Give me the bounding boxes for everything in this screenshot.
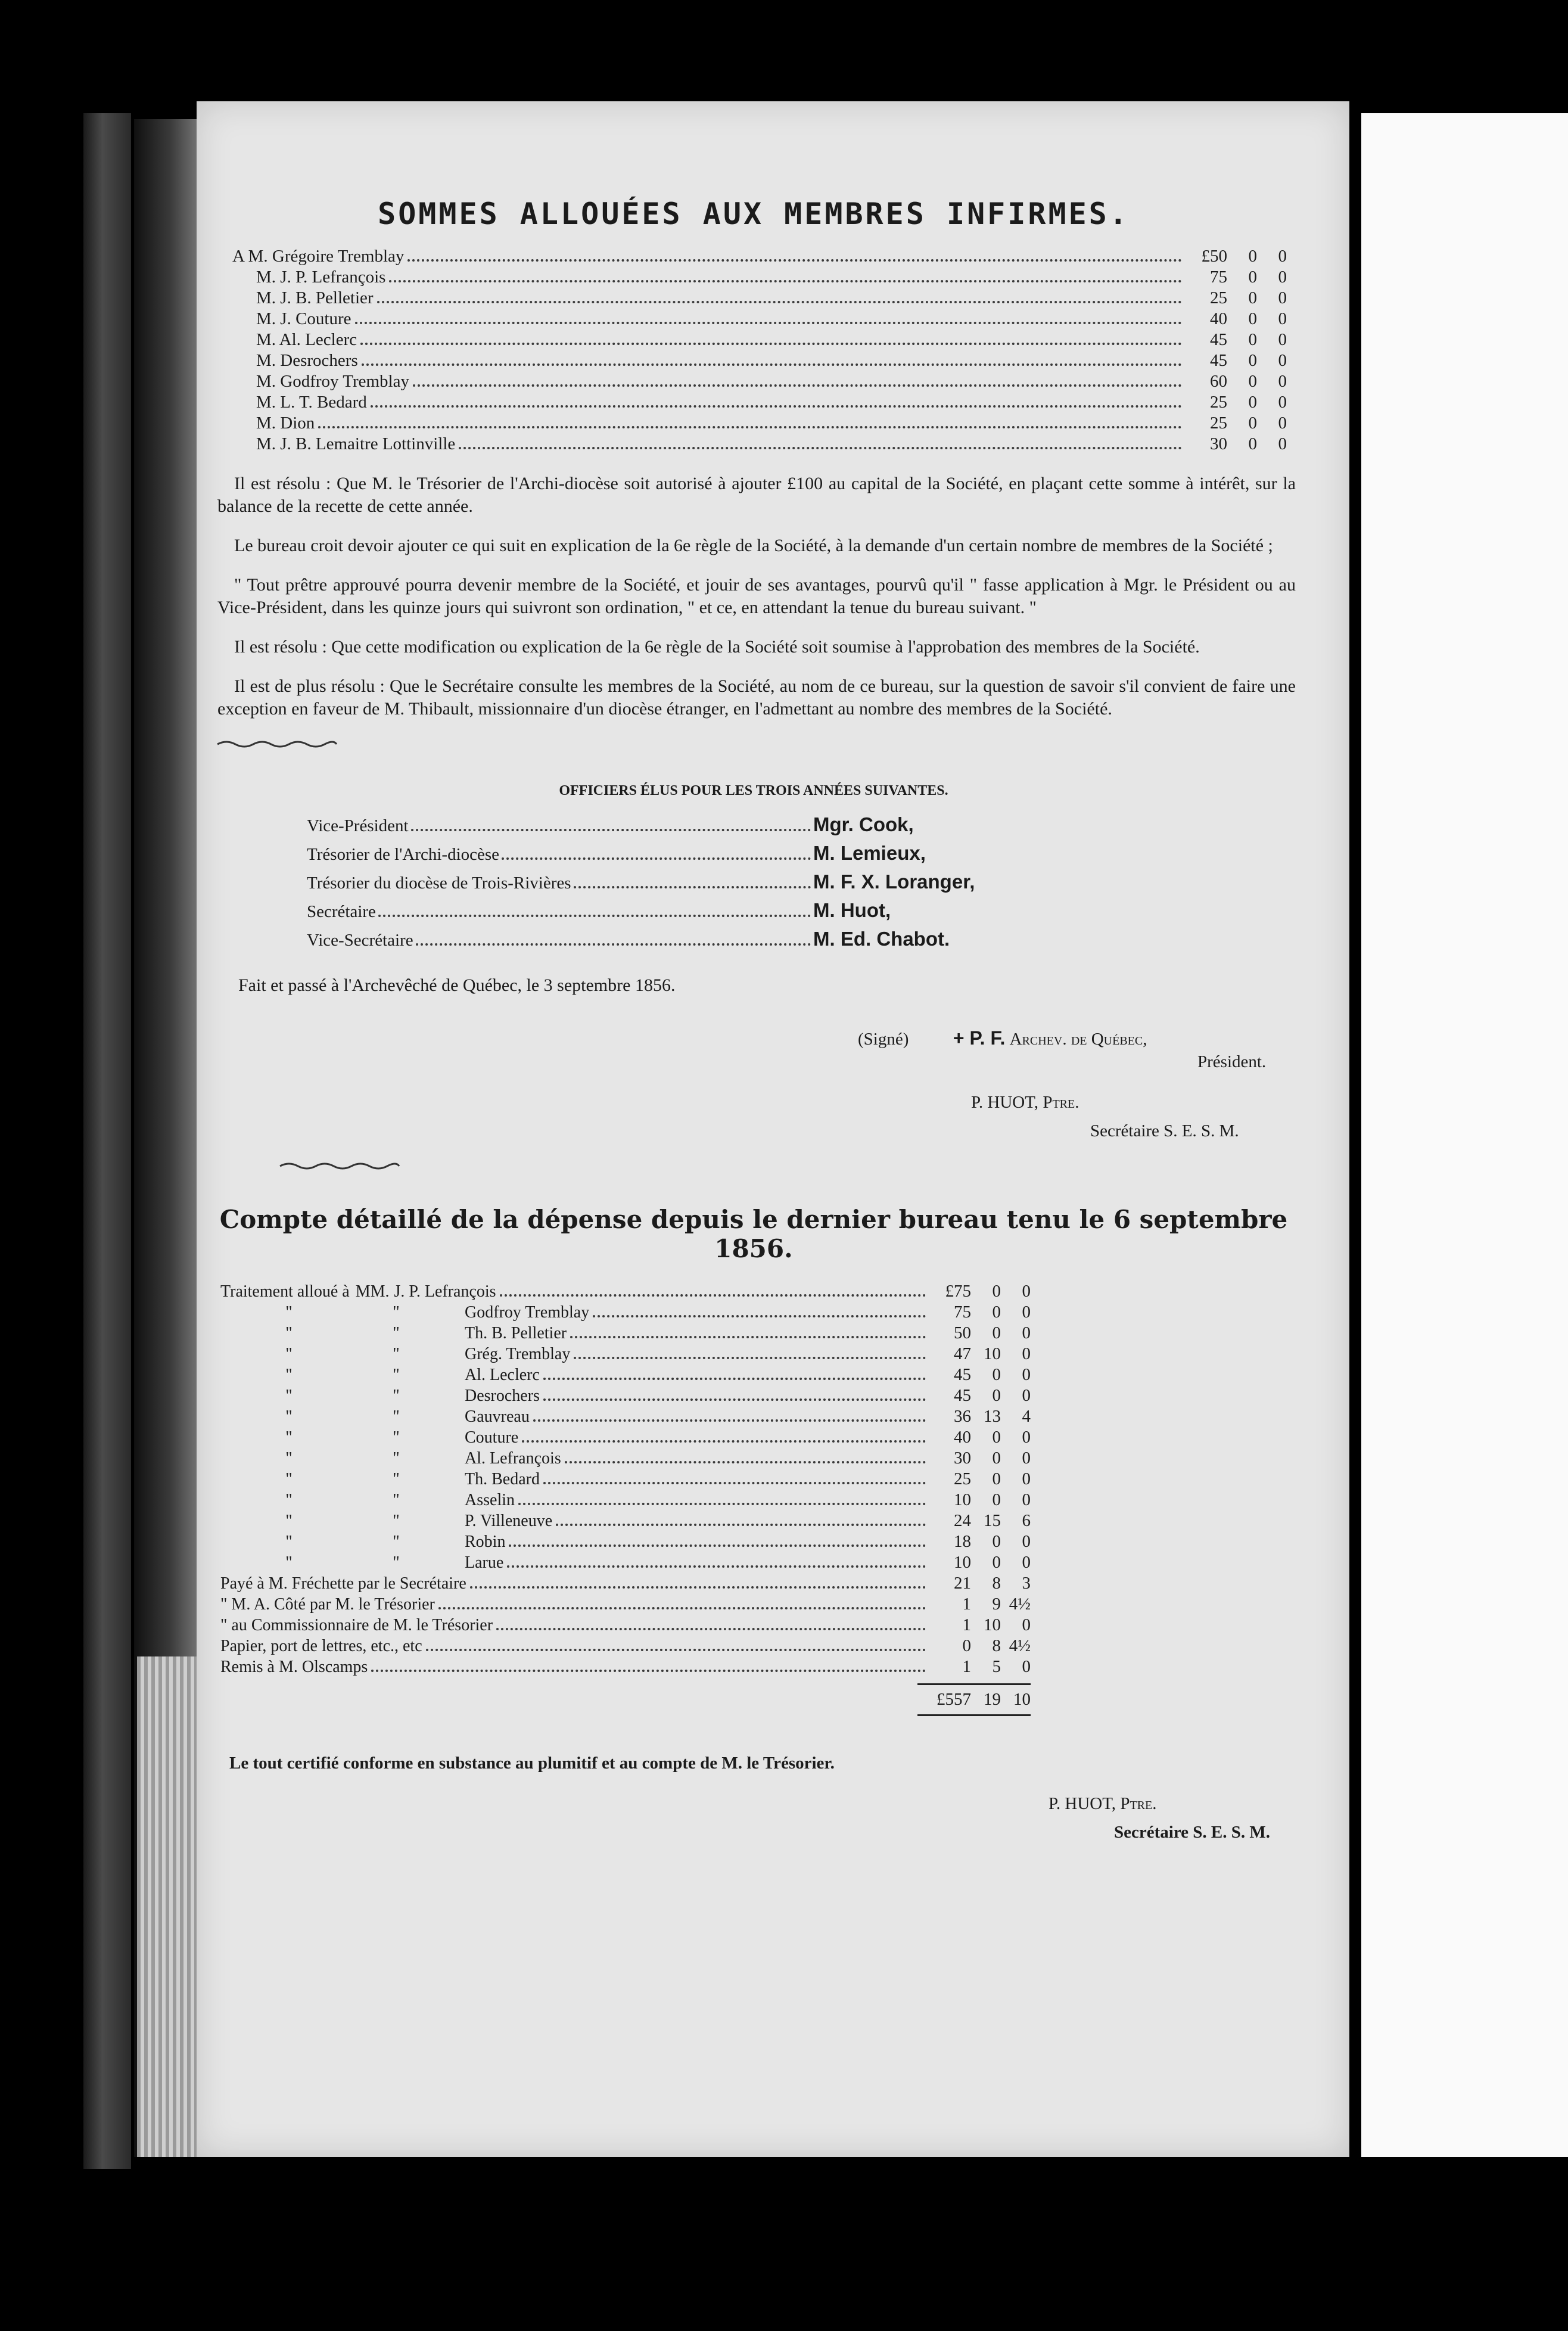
compte-table — [220, 1281, 1031, 1677]
resolutions — [214, 473, 1296, 720]
pence: 0 — [1022, 1448, 1031, 1468]
shillings: 5 — [992, 1656, 1001, 1676]
pounds: 60 — [1210, 372, 1227, 391]
amount — [929, 1281, 1031, 1301]
amount — [1186, 309, 1287, 329]
shillings: 0 — [1248, 372, 1257, 391]
compte-name: J. P. Lefrançois — [394, 1282, 496, 1301]
shillings: 0 — [992, 1365, 1001, 1384]
pounds: 24 — [954, 1511, 971, 1530]
shillings: 0 — [992, 1385, 1001, 1405]
huot-name: P. HUOT, — [971, 1092, 1039, 1112]
compte-row — [220, 1469, 1031, 1490]
shillings: 8 — [992, 1573, 1001, 1593]
amount — [1186, 330, 1287, 350]
compte-ditto-2: MM. — [355, 1282, 390, 1301]
leader-dots — [360, 343, 1182, 345]
compte-ditto-2: " — [393, 1449, 400, 1468]
sommes-name: M. J. B. Pelletier — [256, 288, 374, 307]
amount — [929, 1552, 1031, 1572]
adjacent-blank-page — [1361, 113, 1568, 2157]
ornament-divider — [214, 738, 340, 750]
compte-name: Desrochers — [465, 1386, 540, 1405]
officier-name: M. F. X. Loranger, — [813, 870, 975, 893]
compte-row — [220, 1427, 1031, 1448]
shillings: 0 — [1248, 393, 1257, 412]
pounds: 0 — [962, 1636, 971, 1655]
leader-dots — [593, 1315, 926, 1317]
compte-name: Th. Bedard — [465, 1469, 540, 1488]
pounds: 25 — [1210, 393, 1227, 412]
leader-dots — [355, 322, 1183, 324]
leader-dots — [413, 384, 1182, 387]
compte-name: Asselin — [465, 1490, 515, 1509]
compte-row — [220, 1636, 1031, 1656]
signature-block-1 — [214, 1027, 1293, 1142]
compte-name: Couture — [465, 1428, 519, 1447]
shillings: 10 — [984, 1344, 1001, 1363]
compte-ditto-1: " — [285, 1490, 293, 1509]
ornament-divider-2 — [214, 1160, 465, 1172]
officier-row — [307, 868, 1028, 897]
compte-name: Al. Leclerc — [465, 1365, 540, 1384]
shillings: 0 — [1248, 414, 1257, 433]
sommes-row — [256, 392, 1287, 413]
officier-role: Trésorier du diocèse de Trois-Rivières — [307, 873, 571, 893]
compte-ditto-1: " — [285, 1323, 293, 1342]
shillings: 13 — [984, 1406, 1001, 1426]
pounds: 25 — [1210, 414, 1227, 433]
sommes-row — [256, 309, 1287, 330]
compte-ditto-2: " — [393, 1553, 400, 1572]
compte-ditto-2: " — [393, 1303, 400, 1322]
officier-role: Vice-Président — [307, 816, 409, 835]
leader-dots — [518, 1503, 926, 1505]
shillings: 0 — [992, 1281, 1001, 1301]
officier-role: Vice-Secrétaire — [307, 930, 413, 950]
fait-line: Fait et passé à l'Archevêché de Québec, le 3 septembre 1856. — [238, 975, 676, 995]
leader-dots — [570, 1336, 926, 1338]
compte-ditto-2: " — [393, 1511, 400, 1530]
amount — [1186, 392, 1287, 412]
amount — [929, 1573, 1031, 1593]
leader-dots — [574, 1357, 926, 1359]
resolution-paragraph: Le bureau croit devoir ajouter ce qui suit en explication de la 6e règle de la Société, à la demande d'un certain nombre de membres de la Société ; — [234, 536, 1273, 555]
pounds: 45 — [1210, 330, 1227, 349]
compte-row — [220, 1594, 1031, 1615]
pounds: 18 — [954, 1531, 971, 1551]
compte-row — [220, 1615, 1031, 1636]
pence: 0 — [1022, 1427, 1031, 1447]
compte-ditto-1: " — [285, 1532, 293, 1551]
shillings: 0 — [1248, 268, 1257, 287]
amount — [1186, 350, 1287, 371]
leader-dots — [318, 426, 1182, 428]
total-shillings: 19 — [984, 1689, 1001, 1709]
total-pounds: £557 — [937, 1689, 971, 1709]
pence: 0 — [1278, 434, 1287, 453]
pence: 0 — [1022, 1365, 1031, 1384]
compte-row — [220, 1573, 1031, 1594]
shillings: 0 — [992, 1448, 1001, 1468]
leader-dots — [371, 405, 1182, 408]
amount — [1186, 413, 1287, 433]
amount — [929, 1385, 1031, 1406]
compte-row — [220, 1448, 1031, 1469]
officier-row — [307, 897, 1028, 925]
officier-role: Secrétaire — [307, 902, 376, 921]
compte-ditto-2: " — [393, 1532, 400, 1551]
pence: 0 — [1022, 1552, 1031, 1572]
pence: 0 — [1278, 414, 1287, 433]
amount — [929, 1656, 1031, 1677]
leader-dots — [389, 280, 1182, 282]
leader-dots — [411, 829, 811, 831]
compte-ditto-1: Traitement alloué à — [220, 1282, 350, 1301]
pounds: 45 — [954, 1365, 971, 1384]
pence: 0 — [1278, 372, 1287, 391]
leader-dots — [362, 363, 1182, 366]
sommes-row — [232, 246, 1287, 267]
leader-dots — [522, 1440, 926, 1443]
compte-ditto-2: " — [393, 1428, 400, 1447]
leader-dots — [543, 1482, 926, 1484]
compte-name: " au Commissionnaire de M. le Trésorier — [220, 1615, 493, 1634]
pounds: 40 — [1210, 309, 1227, 328]
amount — [1186, 267, 1287, 287]
pounds: 21 — [954, 1573, 971, 1593]
compte-ditto-1: " — [285, 1386, 293, 1405]
shillings: 0 — [992, 1323, 1001, 1342]
pounds: 47 — [954, 1344, 971, 1363]
shillings: 0 — [1248, 309, 1257, 328]
signature-cross: + P. F. — [953, 1027, 1006, 1049]
pence: 0 — [1022, 1615, 1031, 1634]
pounds: 50 — [954, 1323, 971, 1342]
shillings: 10 — [984, 1615, 1001, 1634]
compte-row — [220, 1531, 1031, 1552]
pounds: 40 — [954, 1427, 971, 1447]
officiers-section — [214, 783, 1293, 799]
compte-ditto-1: " — [285, 1428, 293, 1447]
officier-row — [307, 840, 1028, 868]
pence: 4½ — [1009, 1636, 1031, 1655]
officier-role: Trésorier de l'Archi-diocèse — [307, 844, 500, 864]
compte-ditto-2: " — [393, 1407, 400, 1426]
leader-dots — [407, 259, 1182, 262]
shillings: 0 — [992, 1469, 1001, 1488]
compte-name: Larue — [465, 1553, 504, 1572]
sommes-row — [256, 330, 1287, 350]
compte-row — [220, 1385, 1031, 1406]
compte-ditto-1: " — [285, 1344, 293, 1363]
pence: 3 — [1022, 1573, 1031, 1593]
sommes-section — [214, 197, 1293, 231]
officier-name: M. Lemieux, — [813, 841, 926, 864]
leader-dots — [470, 1586, 926, 1589]
sommes-row — [256, 288, 1287, 309]
compte-name: Payé à M. Fréchette par le Secrétaire — [220, 1574, 466, 1593]
amount — [929, 1365, 1031, 1385]
pence: 0 — [1278, 393, 1287, 412]
sommes-title: SOMMES ALLOUÉES AUX MEMBRES INFIRMES. — [378, 197, 1130, 231]
sommes-row — [256, 267, 1287, 288]
shillings: 0 — [992, 1427, 1001, 1447]
sommes-name: M. L. T. Bedard — [256, 393, 367, 412]
sommes-row — [256, 413, 1287, 434]
pounds: 1 — [962, 1656, 971, 1676]
leader-dots — [371, 1670, 926, 1672]
book-binding — [83, 113, 131, 2169]
shillings: 0 — [992, 1490, 1001, 1509]
amount — [929, 1490, 1031, 1510]
leader-dots — [459, 447, 1182, 449]
pounds: 75 — [954, 1302, 971, 1322]
ptre-label: Ptre. — [1043, 1092, 1079, 1112]
compte-ditto-1: " — [285, 1365, 293, 1384]
shillings: 0 — [1248, 330, 1257, 349]
pounds: 25 — [954, 1469, 971, 1488]
amount — [929, 1344, 1031, 1364]
compte-ditto-2: " — [393, 1490, 400, 1509]
compte-ditto-1: " — [285, 1469, 293, 1488]
pence: 0 — [1022, 1344, 1031, 1363]
pence: 0 — [1278, 268, 1287, 287]
compte-name: Remis à M. Olscamps — [220, 1657, 368, 1676]
leader-dots — [507, 1565, 926, 1568]
leader-dots — [500, 1294, 926, 1297]
sommes-list — [232, 246, 1287, 455]
officier-row — [307, 925, 1028, 954]
compte-ditto-1: " — [285, 1553, 293, 1572]
compte-ditto-2: " — [393, 1344, 400, 1363]
shillings: 0 — [992, 1302, 1001, 1322]
compte-row — [220, 1344, 1031, 1365]
sommes-name: M. Al. Leclerc — [256, 330, 357, 349]
compte-ditto-2: " — [393, 1323, 400, 1342]
leader-dots — [509, 1544, 926, 1547]
sommes-name: M. J. P. Lefrançois — [256, 268, 386, 287]
compte-name: P. Villeneuve — [465, 1511, 553, 1530]
pence: 0 — [1022, 1490, 1031, 1509]
sommes-name: A M. Grégoire Tremblay — [232, 247, 405, 266]
compte-ditto-2: " — [393, 1469, 400, 1488]
compte-name: Robin — [465, 1532, 506, 1551]
resolution-paragraph: Il est résolu : Que M. le Trésorier de l'Archi-diocèse soit autorisé à ajouter £100 au capital de la Société, en plaçant cette somme à intérêt, sur la balance de la recette de cette année. — [217, 474, 1296, 516]
amount — [929, 1406, 1031, 1426]
compte-row — [220, 1302, 1031, 1323]
compte-row — [220, 1490, 1031, 1511]
leader-dots — [496, 1628, 926, 1630]
officiers-list — [214, 811, 1293, 954]
amount — [929, 1531, 1031, 1552]
pounds: 25 — [1210, 288, 1227, 307]
leader-dots — [378, 915, 811, 917]
compte-ditto-1: " — [285, 1303, 293, 1322]
pounds: 75 — [1210, 268, 1227, 287]
page-stack-edge — [137, 1656, 203, 2157]
compte-row — [220, 1281, 1031, 1302]
pounds: 45 — [1210, 351, 1227, 370]
pounds: 45 — [954, 1385, 971, 1405]
compte-total-row — [214, 1683, 1031, 1716]
president-label: Président. — [1197, 1052, 1267, 1071]
shillings: 15 — [984, 1511, 1001, 1530]
compte-row — [220, 1406, 1031, 1427]
leader-dots — [426, 1649, 926, 1651]
sommes-name: M. Dion — [256, 414, 315, 433]
shillings: 0 — [1248, 434, 1257, 453]
leader-dots — [543, 1398, 926, 1401]
amount — [929, 1323, 1031, 1343]
officiers-title: OFFICIERS ÉLUS POUR LES TROIS ANNÉES SUIVANTES. — [559, 782, 948, 798]
compte-name: Gauvreau — [465, 1407, 530, 1426]
compte-name: Godfroy Tremblay — [465, 1303, 590, 1322]
compte-name: " M. A. Côté par M. le Trésorier — [220, 1595, 435, 1614]
pounds: 1 — [962, 1594, 971, 1614]
compte-ditto-2: " — [393, 1386, 400, 1405]
sommes-row — [256, 350, 1287, 371]
pence: 0 — [1278, 309, 1287, 328]
amount — [929, 1469, 1031, 1489]
leader-dots — [416, 943, 811, 946]
amount — [929, 1615, 1031, 1635]
shillings: 9 — [992, 1594, 1001, 1614]
compte-row — [220, 1511, 1031, 1531]
pence: 0 — [1278, 288, 1287, 307]
compte-ditto-1: " — [285, 1511, 293, 1530]
pence: 0 — [1022, 1302, 1031, 1322]
sommes-name: M. Desrochers — [256, 351, 358, 370]
compte-ditto-1: " — [285, 1449, 293, 1468]
pounds: 36 — [954, 1406, 971, 1426]
signe-label: (Signé) — [858, 1029, 909, 1049]
shillings: 0 — [992, 1531, 1001, 1551]
compte-name: Th. B. Pelletier — [465, 1323, 567, 1342]
pence: 4 — [1022, 1406, 1031, 1426]
pence: 0 — [1278, 247, 1287, 266]
amount — [929, 1427, 1031, 1447]
amount — [929, 1448, 1031, 1468]
shillings: 0 — [1248, 247, 1257, 266]
amount — [929, 1511, 1031, 1531]
pounds: 30 — [1210, 434, 1227, 453]
secretaire-label-2: Secrétaire S. E. S. M. — [1114, 1822, 1271, 1842]
pounds: £50 — [1201, 247, 1227, 266]
leader-dots — [502, 857, 811, 860]
amount — [1186, 288, 1287, 308]
pence: 0 — [1278, 330, 1287, 349]
pounds: 1 — [962, 1615, 971, 1634]
pence: 0 — [1022, 1531, 1031, 1551]
leader-dots — [574, 886, 811, 888]
shillings: 0 — [992, 1552, 1001, 1572]
leader-dots — [556, 1524, 926, 1526]
compte-ditto-1: " — [285, 1407, 293, 1426]
sommes-name: M. Godfroy Tremblay — [256, 372, 409, 391]
compte-name: Al. Lefrançois — [465, 1449, 561, 1468]
pounds: 10 — [954, 1490, 971, 1509]
leader-dots — [377, 301, 1182, 303]
compte-title: Compte détaillé de la dépense depuis le dernier bureau tenu le 6 septembre 1856. — [219, 1204, 1288, 1263]
sommes-row — [256, 371, 1287, 392]
compte-row — [220, 1323, 1031, 1344]
pence: 6 — [1022, 1511, 1031, 1530]
resolution-paragraph: Il est de plus résolu : Que le Secrétaire consulte les membres de la Société, au nom de ce bureau, sur la question de savoir s'il convient de faire une exception en faveur de M. Thibault, missionnaire d'un diocèse étranger, en l'admettant au nombre des membres de la Société. — [217, 676, 1296, 719]
secretaire-label: Secrétaire S. E. S. M. — [1090, 1121, 1239, 1140]
compte-row — [220, 1552, 1031, 1573]
resolution-paragraph: " Tout prêtre approuvé pourra devenir membre de la Société, et jouir de ses avantages, pourvû qu'il " fasse application à Mgr. le Président ou au Vice-Président, dans les quinze jours qui suivront son ordination, " et ce, en attendant la tenue du bureau suivant. " — [217, 575, 1296, 617]
certifie-line: Le tout certifié conforme en substance au plumitif et au compte de M. le Trésorier. — [229, 1753, 835, 1773]
huot-name-2: P. HUOT, — [1049, 1794, 1116, 1813]
pounds: 10 — [954, 1552, 971, 1572]
page-content — [214, 197, 1296, 1844]
sommes-row — [256, 434, 1287, 455]
officier-name: M. Ed. Chabot. — [813, 927, 950, 950]
ptre-label-2: Ptre. — [1120, 1794, 1157, 1813]
compte-row — [220, 1656, 1031, 1677]
pounds: £75 — [945, 1281, 971, 1301]
shillings: 8 — [992, 1636, 1001, 1655]
pence: 0 — [1022, 1323, 1031, 1342]
officier-row — [307, 811, 1028, 840]
sommes-name: M. J. Couture — [256, 309, 351, 328]
amount — [929, 1302, 1031, 1322]
officier-name: M. Huot, — [813, 899, 891, 921]
shillings: 0 — [1248, 288, 1257, 307]
amount — [1186, 246, 1287, 266]
total-pence: 10 — [1013, 1689, 1031, 1709]
sommes-name: M. J. B. Lemaitre Lottinville — [256, 434, 456, 453]
amount — [929, 1594, 1031, 1614]
compte-name: Grég. Tremblay — [465, 1344, 571, 1363]
signature-block-2 — [214, 1792, 1293, 1844]
officier-name: Mgr. Cook, — [813, 813, 914, 835]
amount — [1186, 371, 1287, 391]
pence: 0 — [1022, 1281, 1031, 1301]
amount — [929, 1636, 1031, 1656]
resolution-paragraph: Il est résolu : Que cette modification ou explication de la 6e règle de la Société soit soumise à l'approbation des membres de la Société. — [234, 637, 1200, 657]
shillings: 0 — [1248, 351, 1257, 370]
archev-title: Archev. de Québec, — [1009, 1029, 1147, 1049]
pence: 4½ — [1009, 1594, 1031, 1614]
pounds: 30 — [954, 1448, 971, 1468]
pence: 0 — [1022, 1469, 1031, 1488]
leader-dots — [543, 1378, 926, 1380]
compte-ditto-2: " — [393, 1365, 400, 1384]
compte-name: Papier, port de lettres, etc., etc — [220, 1636, 422, 1655]
amount — [1186, 434, 1287, 454]
leader-dots — [565, 1461, 926, 1463]
leader-dots — [533, 1419, 926, 1422]
compte-row — [220, 1365, 1031, 1385]
pence: 0 — [1022, 1656, 1031, 1676]
pence: 0 — [1022, 1385, 1031, 1405]
leader-dots — [438, 1607, 926, 1609]
pence: 0 — [1278, 351, 1287, 370]
